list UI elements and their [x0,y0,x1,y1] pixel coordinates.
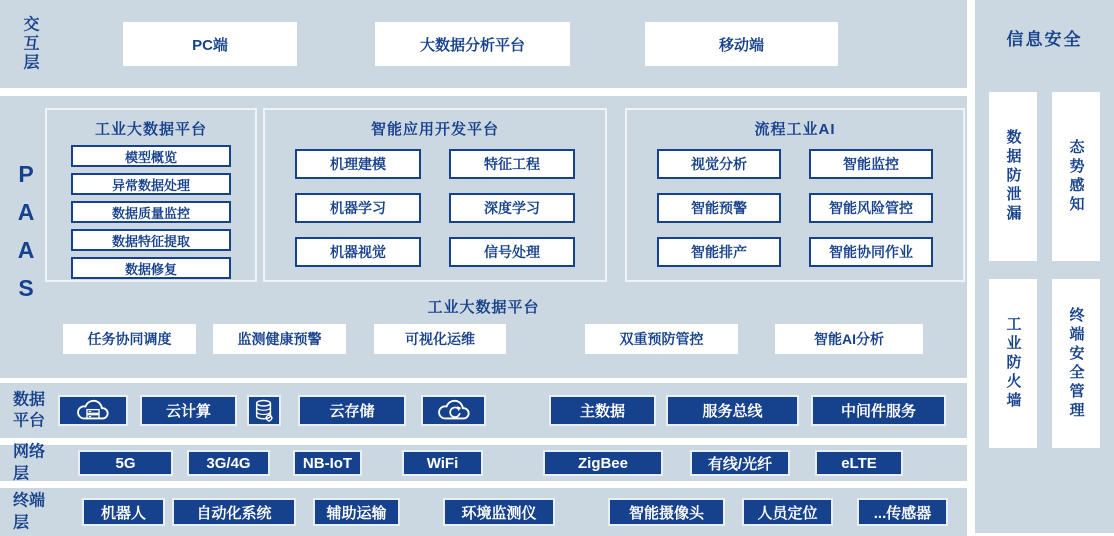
network-layer-content [0,445,967,481]
node-terminal-security-management [1052,279,1100,448]
column-divider [967,0,975,536]
node-model-overview: 模型概览 [71,145,231,167]
paas-layer-label: PAAS [13,161,39,313]
information-security-items [975,92,1114,448]
paas-subgroup-items [0,324,967,354]
database-gear-icon [247,395,281,426]
node-machine-vision: 机器视觉 [295,237,421,267]
interaction-layer-label: 交互层 [21,15,38,73]
terminal-layer-band [0,488,967,536]
cloud-sync-icon [421,395,486,426]
node-signal-processing: 信号处理 [449,237,575,267]
interaction-layer-band [0,0,967,88]
node-middleware-services: 中间件服务 [811,395,946,426]
node-intelligent-collaboration: 智能协同作业 [809,237,933,267]
node-data-leak-prevention [989,92,1037,261]
node-label: 终端安全管理 [1067,306,1085,421]
node-wifi: WiFi [402,450,483,476]
node-dual-prevention-control: 双重预防管控 [585,324,738,354]
node-visual-analysis: 视觉分析 [657,149,781,179]
interaction-layer-content [0,0,967,88]
node-personnel-positioning: 人员定位 [742,498,833,526]
node-mechanism-modeling: 机理建模 [295,149,421,179]
node-label: 工业防火墙 [1004,316,1022,411]
node-zigbee: ZigBee [543,450,663,476]
node-intelligent-scheduling: 智能排产 [657,237,781,267]
node-label: 数据防泄漏 [1004,129,1022,224]
node-5g: 5G [78,450,173,476]
terminal-layer-label: 终端层 [13,492,46,531]
node-data-feature-extraction: 数据特征提取 [71,229,231,251]
node-sensors: ...传感器 [857,498,948,526]
node-situation-awareness [1052,92,1100,261]
paas-subgroup-title: 工业大数据平台 [427,299,540,316]
group-title: 智能应用开发平台 [370,121,499,138]
group-items [47,145,255,285]
cloud-server-icon [58,395,128,426]
node-intelligent-ai-analysis: 智能AI分析 [775,324,923,354]
node-auxiliary-transport: 辅助运输 [313,498,400,526]
node-data-repair: 数据修复 [71,257,231,279]
node-environment-monitor: 环境监测仪 [443,498,555,526]
node-task-coordination-scheduling: 任务协同调度 [63,324,196,354]
data-platform-label: 数据平台 [13,390,46,430]
node-smart-camera: 智能摄像头 [608,498,725,526]
data-platform-band [0,383,967,438]
node-robot: 机器人 [82,498,165,526]
node-visual-operation: 可视化运维 [374,324,506,354]
node-intelligent-early-warning: 智能预警 [657,193,781,223]
group-items [627,139,963,267]
node-elte: eLTE [815,450,903,476]
group-title: 流程工业AI [754,121,836,138]
group-process-industry-ai [625,108,965,282]
node-cloud-computing: 云计算 [140,395,237,426]
group-items [265,139,605,267]
data-platform-content [0,383,967,438]
node-3g-4g: 3G/4G [187,450,270,476]
node-deep-learning: 深度学习 [449,193,575,223]
node-intelligent-risk-control: 智能风险管控 [809,193,933,223]
node-bigdata-analysis-platform: 大数据分析平台 [375,22,570,66]
node-mobile-client: 移动端 [645,22,838,66]
node-feature-engineering: 特征工程 [449,149,575,179]
information-security-panel [975,0,1114,533]
node-data-quality-monitoring: 数据质量监控 [71,201,231,223]
node-wired-fiber: 有线/光纤 [690,450,790,476]
node-industrial-firewall [989,279,1037,448]
information-security-title: 信息安全 [1006,30,1083,49]
node-cloud-storage: 云存储 [298,395,406,426]
node-abnormal-data-processing: 异常数据处理 [71,173,231,195]
node-service-bus: 服务总线 [666,395,799,426]
paas-groups [0,96,967,282]
node-health-monitoring-warning: 监测健康预警 [213,324,346,354]
group-title: 工业大数据平台 [94,121,207,138]
node-automation-system: 自动化系统 [172,498,296,526]
node-machine-learning: 机器学习 [295,193,421,223]
node-label: 态势感知 [1067,138,1085,215]
group-intelligent-app-dev-platform [263,108,607,282]
network-layer-band [0,445,967,481]
node-nb-iot: NB-IoT [293,450,362,476]
node-intelligent-monitoring: 智能监控 [809,149,933,179]
terminal-layer-content [0,488,967,536]
network-layer-label: 网络层 [13,443,46,482]
node-master-data: 主数据 [549,395,656,426]
node-pc-client: PC端 [123,22,297,66]
paas-layer-band [0,96,967,378]
group-industrial-bigdata-platform [45,108,257,282]
